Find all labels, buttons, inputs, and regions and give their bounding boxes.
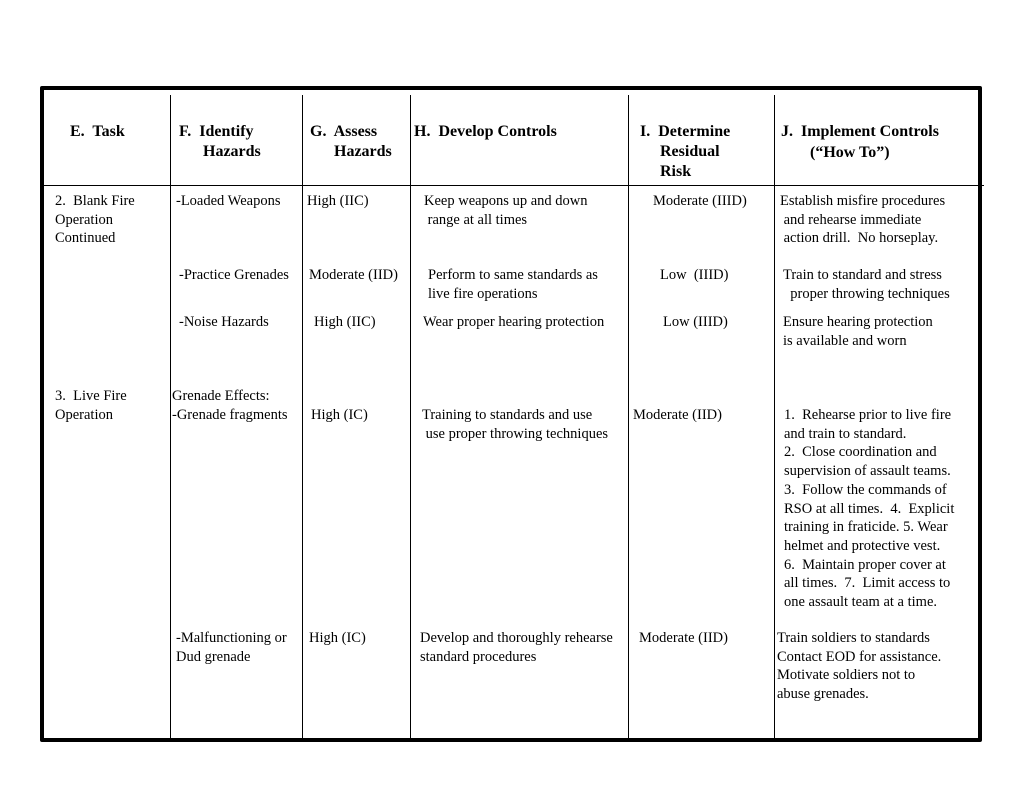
control-cell: Training to standards and use use proper throwing techniques (422, 407, 609, 442)
residual-cell: Moderate (IID) (633, 407, 722, 423)
implement-cell: 1. Rehearse prior to live fire and train to standard. 2. Close coordination and supervision of assault teams. 3. Follow the commands of RSO at all times. 4. Explicit training in fraticide. 5. Wear helmet and protective vest. 6. Maintain proper cover at all times. 7. Limit access to one assault team at a time. (784, 407, 955, 611)
header-how-to: (“How To”) (810, 144, 890, 161)
assess-cell: High (IIC) (314, 314, 376, 330)
residual-cell: Low (IIID) (660, 267, 729, 283)
control-cell: Wear proper hearing protection (423, 314, 605, 330)
implement-cell: Train soldiers to standards Contact EOD for assistance. Motivate soldiers not to abuse grenades. (777, 630, 942, 703)
residual-cell: Moderate (IIID) (653, 193, 747, 209)
control-cell: Perform to same standards as live fire operations (428, 267, 598, 302)
header-develop-controls: H. Develop Controls (414, 123, 557, 140)
implement-cell: Establish misfire procedures and rehearse immediate action drill. No horseplay. (780, 193, 946, 247)
column-divider (170, 95, 171, 738)
header-residual-risk: I. Determine Residual Risk (640, 123, 731, 180)
residual-cell: Moderate (IID) (639, 630, 728, 646)
control-cell: Keep weapons up and down range at all times (424, 193, 588, 228)
residual-cell: Low (IIID) (663, 314, 728, 330)
hazard-cell: -Loaded Weapons (176, 193, 281, 209)
hazard-cell: -Noise Hazards (179, 314, 269, 330)
implement-cell: Train to standard and stress proper throwing techniques (783, 267, 950, 302)
assess-cell: High (IC) (309, 630, 366, 646)
hazard-cell: -Malfunctioning or Dud grenade (176, 630, 287, 665)
task-cell: 3. Live Fire Operation (55, 388, 127, 423)
header-identify-hazards: F. Identify Hazards (179, 123, 261, 160)
header-assess-hazards: G. Assess Hazards (310, 123, 392, 160)
header-implement-controls: J. Implement Controls (781, 123, 939, 140)
column-divider (410, 95, 411, 738)
column-divider (302, 95, 303, 738)
hazard-cell: -Practice Grenades (179, 267, 289, 283)
hazard-cell: Grenade Effects: -Grenade fragments (172, 388, 288, 423)
assess-cell: High (IIC) (307, 193, 369, 209)
task-cell: 2. Blank Fire Operation Continued (55, 193, 135, 247)
column-divider (774, 95, 775, 738)
column-divider (628, 95, 629, 738)
assess-cell: High (IC) (311, 407, 368, 423)
control-cell: Develop and thoroughly rehearse standard procedures (420, 630, 613, 665)
header-divider (44, 185, 984, 186)
assess-cell: Moderate (IID) (309, 267, 398, 283)
implement-cell: Ensure hearing protection is available and worn (783, 314, 933, 349)
header-task: E. Task (70, 123, 125, 140)
